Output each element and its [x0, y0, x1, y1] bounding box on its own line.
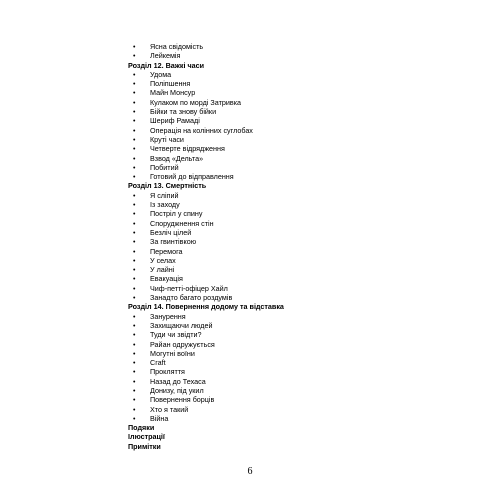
section-heading: Подяки — [128, 423, 155, 433]
bullet-icon: • — [133, 341, 136, 349]
toc-item — [128, 321, 428, 330]
toc-item — [128, 358, 428, 367]
toc-item — [128, 377, 428, 386]
bullet-icon: • — [133, 322, 136, 330]
toc-item — [128, 51, 428, 60]
toc-item-label: Чиф-петті-офіцер Хайл — [150, 283, 228, 293]
bullet-icon: • — [133, 109, 136, 117]
toc-item — [128, 340, 428, 349]
page-number: 6 — [247, 466, 253, 477]
bullet-icon: • — [133, 267, 136, 275]
bullet-icon: • — [133, 44, 136, 51]
toc-item — [128, 116, 428, 125]
bullet-icon: • — [133, 229, 136, 237]
toc-item-label: Райан одружується — [150, 339, 215, 349]
toc-item-label: Поліпшення — [150, 79, 191, 89]
bullet-icon: • — [133, 118, 136, 126]
toc-item — [128, 386, 428, 395]
toc-item — [128, 284, 428, 293]
toc-item — [128, 200, 428, 209]
toc-item-label: Готовий до відправлення — [150, 172, 234, 182]
bullet-icon: • — [133, 285, 136, 293]
toc-item — [128, 228, 428, 237]
bullet-icon: • — [133, 360, 136, 368]
bullet-icon: • — [133, 257, 136, 265]
toc-item — [128, 42, 428, 51]
toc-item — [128, 237, 428, 246]
toc-item-label: Майн Монсур — [150, 88, 196, 98]
toc-item — [128, 256, 428, 265]
toc-item-label: Бійки та знову бійки — [150, 107, 217, 117]
section-heading: Розділ 12. Важкі часи — [128, 60, 205, 70]
toc-item-label: Безліч цілей — [150, 227, 192, 237]
bullet-icon: • — [133, 415, 136, 423]
bullet-icon: • — [133, 406, 136, 414]
toc-item-label: Постріл у спину — [150, 209, 203, 219]
toc-item-label: Війна — [150, 413, 169, 423]
section-heading: Ілюстрації — [128, 432, 165, 442]
bullet-icon: • — [133, 164, 136, 172]
bullet-icon: • — [133, 350, 136, 358]
bullet-icon: • — [133, 155, 136, 163]
bullet-icon: • — [133, 295, 136, 303]
bullet-icon: • — [133, 127, 136, 135]
toc-item — [128, 79, 428, 88]
toc-item-label: Назад до Техаса — [150, 376, 206, 386]
toc-item-label: Шериф Рамаді — [150, 116, 200, 126]
toc-item — [128, 70, 428, 79]
toc-item-label: Кулаком по морді Затривка — [150, 97, 242, 107]
toc-item-label: Прокляття — [150, 367, 185, 377]
bullet-icon: • — [133, 387, 136, 395]
toc-item — [128, 107, 428, 116]
toc-item-label: Удома — [150, 69, 172, 79]
toc-item-label: Перемога — [150, 246, 183, 256]
toc-item — [128, 414, 428, 423]
bullet-icon: • — [133, 90, 136, 98]
toc-item-label: Донизу, під укил — [150, 385, 204, 395]
toc-item — [128, 405, 428, 414]
section-heading: Розділ 13. Смертність — [128, 181, 207, 191]
toc-item — [128, 293, 428, 302]
toc-item — [128, 126, 428, 135]
toc-item — [128, 154, 428, 163]
toc-item-label: Я сліпий — [150, 190, 179, 200]
toc-item — [128, 395, 428, 404]
bullet-icon: • — [133, 369, 136, 377]
toc-item — [128, 330, 428, 339]
toc-item — [128, 367, 428, 376]
toc-item — [128, 98, 428, 107]
bullet-icon: • — [133, 397, 136, 405]
toc-item — [128, 312, 428, 321]
toc-item-label: Хто я такий — [150, 404, 189, 414]
bullet-icon: • — [133, 99, 136, 107]
toc-item-label: Занурення — [150, 311, 186, 321]
toc-item — [128, 349, 428, 358]
bullet-icon: • — [133, 202, 136, 210]
toc-item — [128, 265, 428, 274]
toc-item-label: Взвод «Дельта» — [150, 153, 204, 163]
toc-item-label: Ясна свідомість — [150, 42, 204, 51]
toc-item-label: Туди чи звідти? — [150, 330, 202, 340]
toc-item — [128, 144, 428, 153]
toc-item-label: Захищаючи людей — [150, 320, 213, 330]
toc-item-label: У селах — [150, 255, 176, 265]
toc-item-label: Евакуація — [150, 274, 183, 284]
toc-item — [128, 209, 428, 218]
bullet-icon: • — [133, 174, 136, 182]
bullet-icon: • — [133, 53, 136, 61]
toc-item — [128, 274, 428, 283]
bullet-icon: • — [133, 220, 136, 228]
section-heading: Примітки — [128, 441, 161, 451]
toc-item — [128, 163, 428, 172]
toc-item-label: Лейкемія — [150, 51, 181, 61]
bullet-icon: • — [133, 136, 136, 144]
bullet-icon: • — [133, 276, 136, 284]
bullet-icon: • — [133, 146, 136, 154]
toc-item — [128, 219, 428, 228]
toc-item-label: Споруджнення стін — [150, 218, 214, 228]
bullet-icon: • — [133, 239, 136, 247]
toc-item-label: Повернення борців — [150, 395, 215, 405]
bullet-icon: • — [133, 332, 136, 340]
toc-item-label: Побитий — [150, 162, 179, 172]
toc-item-label: Могутні воїни — [150, 348, 195, 358]
toc-item — [128, 191, 428, 200]
toc-item — [128, 172, 428, 181]
bullet-icon: • — [133, 192, 136, 200]
toc-item-label: Четверте відрядження — [150, 144, 225, 154]
toc-item — [128, 135, 428, 144]
bullet-icon: • — [133, 313, 136, 321]
toc-item — [128, 88, 428, 97]
toc-item-label: Craft — [150, 358, 166, 368]
toc-item-label: Операція на колінних суглобах — [150, 125, 253, 135]
toc-item-label: У лайні — [150, 265, 175, 275]
bullet-icon: • — [133, 71, 136, 79]
toc-item-label: Занадто багато роздумів — [150, 293, 233, 303]
toc-item — [128, 247, 428, 256]
section-heading: Розділ 14. Повернення додому та відставка — [128, 302, 284, 312]
toc-item-label: Круті часи — [150, 134, 184, 144]
bullet-icon: • — [133, 81, 136, 89]
toc-item-label: Із заходу — [150, 200, 180, 210]
bullet-icon: • — [133, 211, 136, 219]
toc-item-label: За гвинтівкою — [150, 237, 197, 247]
bullet-icon: • — [133, 248, 136, 256]
table-of-contents — [128, 42, 428, 451]
bullet-icon: • — [133, 378, 136, 386]
